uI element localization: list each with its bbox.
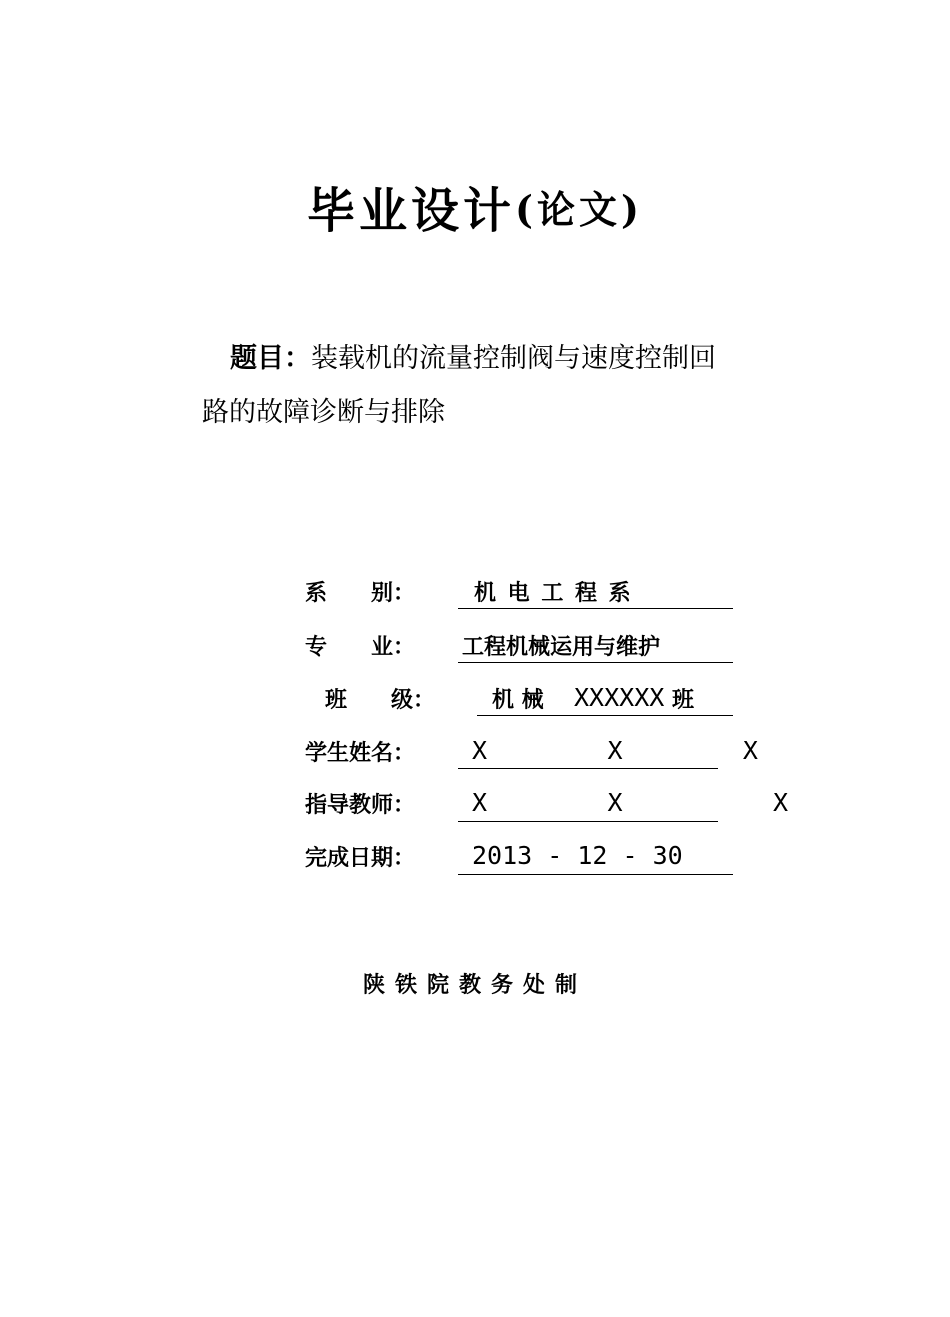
- class-underline: [477, 715, 733, 716]
- department-value: 机 电 工 程 系: [474, 580, 633, 606]
- topic-label: 题目：: [230, 343, 311, 374]
- class-label: 班 级：: [325, 687, 436, 713]
- major-value: 工程机械运用与维护: [462, 634, 661, 660]
- advisor-value: X X X: [472, 788, 789, 817]
- class-value-code: XXXXXX: [574, 683, 665, 712]
- major-label: 专 业：: [305, 634, 416, 660]
- topic-block: [202, 332, 742, 440]
- issuer-footer: 陕铁院教务处制: [362, 972, 587, 998]
- advisor-label: 指导教师：: [305, 792, 416, 818]
- class-value-prefix: 机 械: [492, 687, 544, 713]
- department-underline: [458, 608, 733, 609]
- date-underline: [458, 874, 733, 875]
- advisor-underline: [458, 821, 718, 822]
- title-main: 毕业设计: [307, 183, 516, 239]
- page-title: [0, 178, 950, 243]
- student-underline: [458, 768, 718, 769]
- class-value-suffix: 班: [672, 687, 695, 713]
- student-value: X X X: [472, 736, 758, 765]
- student-label: 学生姓名：: [305, 740, 416, 766]
- date-label: 完成日期：: [305, 845, 416, 871]
- date-value: 2013 - 12 - 30: [472, 841, 683, 870]
- title-paren: (论文): [515, 187, 643, 232]
- department-label: 系 别：: [305, 580, 416, 606]
- major-underline: [458, 662, 733, 663]
- topic-text: 装载机的流量控制阀与速度控制回路的故障诊断与排除: [202, 343, 716, 428]
